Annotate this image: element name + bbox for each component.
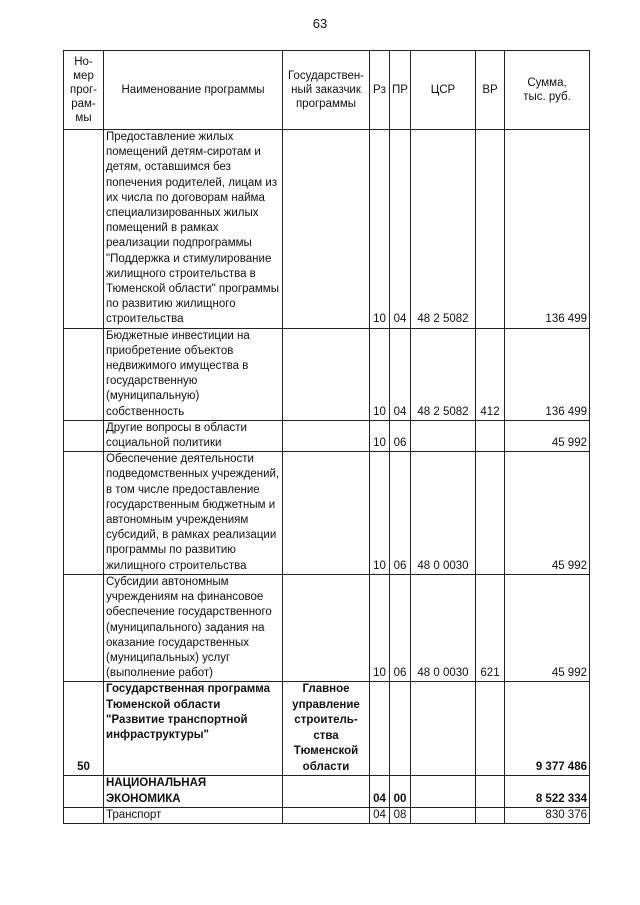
cell-customer [283,420,370,451]
cell-sum: 9 377 486 [505,682,590,776]
cell-pr: 00 [390,776,411,807]
cell-pr: 06 [390,420,411,451]
cell-rz: 10 [370,328,390,420]
header-row [64,51,590,130]
cell-customer [283,452,370,575]
cell-sum: 830 376 [505,807,590,823]
cell-sum: 45 992 [505,574,590,681]
cell-rz: 10 [370,130,390,329]
cell-customer [283,130,370,329]
cell-customer [283,328,370,420]
cell-name: Государственная программа Тюменской области "Развитие транспортной инфраструктуры" [104,682,283,776]
cell-name: Другие вопросы в области социальной политики [104,420,283,451]
cell-vr: 621 [476,574,505,681]
cell-name: НАЦИОНАЛЬНАЯ ЭКОНОМИКА [104,776,283,807]
cell-csr [411,776,476,807]
col-header-csr: ЦСР [411,51,476,130]
cell-customer: Главное управление строитель-ства Тюменской области [283,682,370,776]
cell-csr [411,682,476,776]
cell-num [64,807,104,823]
table-row [64,328,590,420]
cell-num: 50 [64,682,104,776]
cell-rz: 04 [370,807,390,823]
cell-name: Обеспечение деятельности подведомственных учреждений, в том числе предоставление государственным бюджетным и автономным учреждениям субсидий, в рамках реализации программы по развитию жилищного строительства [104,452,283,575]
cell-customer [283,776,370,807]
cell-vr [476,776,505,807]
cell-csr: 48 2 5082 [411,328,476,420]
cell-num [64,130,104,329]
table-row [64,574,590,681]
page-number: 63 [312,16,328,31]
cell-vr [476,682,505,776]
col-header-vr: ВР [476,51,505,130]
cell-csr: 48 0 0030 [411,574,476,681]
cell-vr [476,130,505,329]
col-header-name: Наименование программы [104,51,283,130]
cell-sum: 45 992 [505,452,590,575]
cell-vr [476,420,505,451]
cell-csr [411,420,476,451]
cell-rz: 10 [370,452,390,575]
cell-sum: 45 992 [505,420,590,451]
cell-customer [283,807,370,823]
cell-csr: 48 2 5082 [411,130,476,329]
col-header-sum: Сумма, тыс. руб. [505,51,590,130]
budget-table [63,50,590,824]
cell-rz: 10 [370,420,390,451]
col-header-num: Но- мер прог- рам- мы [64,51,104,130]
cell-num [64,452,104,575]
col-header-rz: Рз [370,51,390,130]
cell-rz: 04 [370,776,390,807]
cell-csr: 48 0 0030 [411,452,476,575]
cell-name: Транспорт [104,807,283,823]
cell-pr [390,682,411,776]
cell-num [64,328,104,420]
cell-customer [283,574,370,681]
table-row [64,130,590,329]
table-row [64,776,590,807]
cell-name: Бюджетные инвестиции на приобретение объектов недвижимого имущества в государственную (муниципальную) собственность [104,328,283,420]
cell-pr: 04 [390,130,411,329]
table-row [64,682,590,776]
cell-vr [476,807,505,823]
cell-num [64,420,104,451]
cell-vr: 412 [476,328,505,420]
cell-name: Предоставление жилых помещений детям-сиротам и детям, оставшимся без попечения родителей, лицам из их числа по договорам найма специализированных жилых помещений в рамках реализации подпрограммы "Поддержка и стимулирование жилищного строительства в Тюменской области" программы по развитию жилищного строительства [104,130,283,329]
cell-pr: 06 [390,452,411,575]
cell-sum: 136 499 [505,328,590,420]
cell-pr: 04 [390,328,411,420]
col-header-customer: Государствен- ный заказчик программы [283,51,370,130]
cell-rz [370,682,390,776]
table-row [64,420,590,451]
cell-csr [411,807,476,823]
table-row [64,452,590,575]
cell-vr [476,452,505,575]
table-row [64,807,590,823]
cell-num [64,574,104,681]
col-header-pr: ПР [390,51,411,130]
cell-rz: 10 [370,574,390,681]
cell-pr: 08 [390,807,411,823]
cell-name: Субсидии автономным учреждениям на финансовое обеспечение государственного (муниципального) задания на оказание государственных (муниципальных) услуг (выполнение работ) [104,574,283,681]
cell-pr: 06 [390,574,411,681]
cell-num [64,776,104,807]
cell-sum: 136 499 [505,130,590,329]
cell-sum: 8 522 334 [505,776,590,807]
